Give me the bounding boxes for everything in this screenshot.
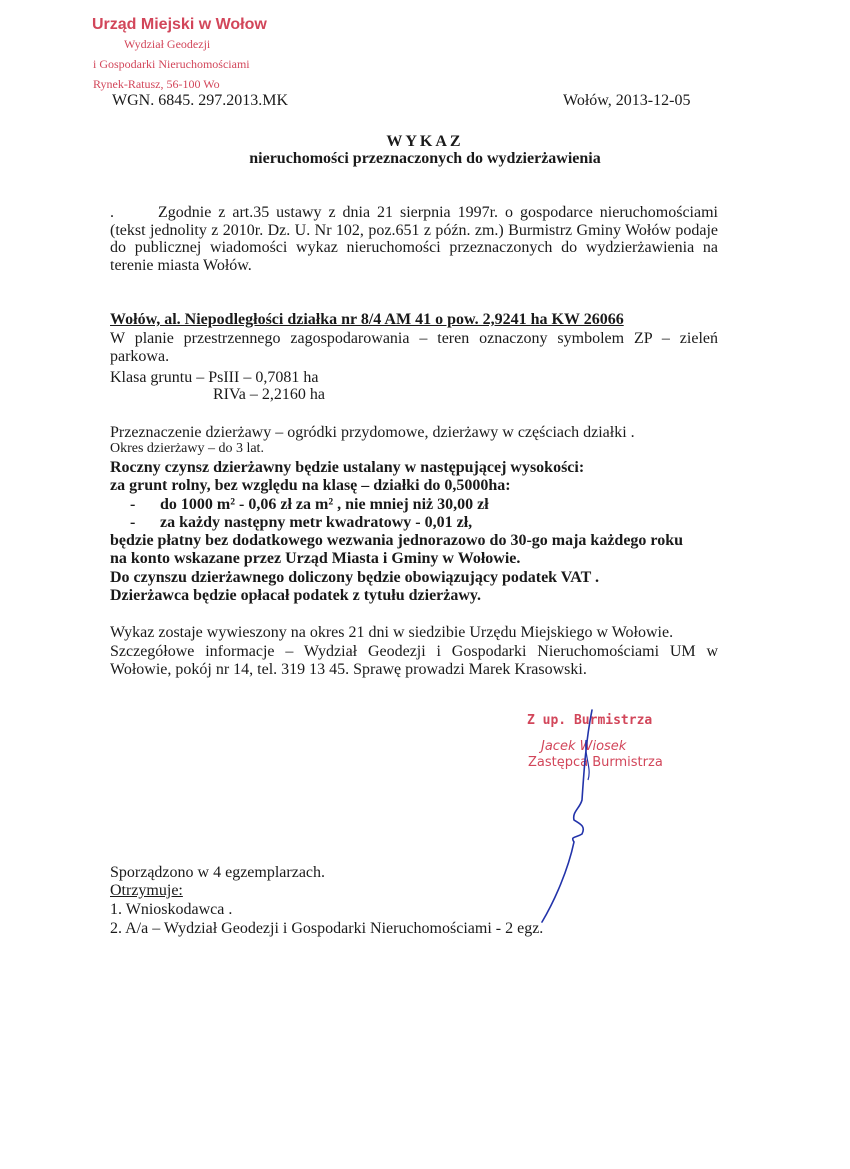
signature-authority: Z up. Burmistrza <box>527 713 653 728</box>
document-date: Wołów, 2013-12-05 <box>563 92 691 109</box>
zoning-plan: W planie przestrzennego zagospodarowania – teren oznaczony symbolem ZP – zieleń parkowa. <box>110 330 718 365</box>
stamp-office-name: Urząd Miejski w Wołow <box>92 16 267 33</box>
stamp-department: Wydział Geodezji <box>124 37 211 51</box>
intro-dot: . <box>110 204 114 221</box>
soil-class-label: Klasa gruntu – <box>110 369 209 386</box>
rent-item-1-text: do 1000 m² - 0,06 zł za m² , nie mniej niż 30,00 zł <box>160 496 489 513</box>
lease-term: Okres dzierżawy – do 3 lat. <box>110 441 264 456</box>
intro-text: Zgodnie z art.35 ustawy z dnia 21 sierpnia 1997r. o gospodarce nieruchomościami (tekst jednolity z 2010r. Dz. U. Nr 102, poz.651 z późn. zm.) Burmistrz Gminy Wołów podaje do publicznej wiadomości wykaz nieruchomości przeznaczonych do wydzierżawienia na terenie miasta Wołów. <box>110 204 718 274</box>
reference-number: WGN. 6845. 297.2013.MK <box>112 92 288 109</box>
document-subtitle: nieruchomości przeznaczonych do wydzierżawienia <box>249 150 601 167</box>
payment-line-1: będzie płatny bez dodatkowego wezwania jednorazowo do 30-go maja każdego roku <box>110 532 684 549</box>
copies-note: Sporządzono w 4 egzemplarzach. <box>110 864 326 881</box>
recipient-2: 2. A/a – Wydział Geodezji i Gospodarki Nieruchomościami - 2 egz. <box>110 920 544 937</box>
rent-item-1 <box>110 496 489 514</box>
rent-item-2 <box>110 514 472 532</box>
soil-class-2: RIVa – 2,2160 ha <box>213 386 325 403</box>
rent-basis: za grunt rolny, bez względu na klasę – działki do 0,5000ha: <box>110 477 511 494</box>
recipient-1: 1. Wnioskodawca . <box>110 901 233 918</box>
signature-position: Zastępca Burmistrza <box>528 755 663 770</box>
intro-paragraph <box>110 204 718 274</box>
bullet-dash: - <box>130 514 136 531</box>
parcel-heading: Wołów, al. Niepodległości działka nr 8/4 AM 41 o pow. 2,9241 ha KW 26066 <box>110 311 624 328</box>
document-title: WYKAZ <box>386 133 464 150</box>
rent-heading: Roczny czynsz dzierżawny będzie ustalany w następującej wysokości: <box>110 459 585 476</box>
stamp-address: Rynek-Ratusz, 56-100 Wo <box>93 77 220 91</box>
stamp-department-full: i Gospodarki Nieruchomościami <box>93 57 250 71</box>
signature-name: Jacek Wiosek <box>541 739 627 754</box>
soil-class-row-1 <box>110 369 318 387</box>
bullet-dash: - <box>130 496 136 513</box>
lease-purpose: Przeznaczenie dzierżawy – ogródki przydomowe, dzierżawy w częściach działki . <box>110 424 635 441</box>
vat-note: Do czynszu dzierżawnego doliczony będzie obowiązujący podatek VAT . <box>110 569 600 586</box>
tax-note: Dzierżawca będzie opłacał podatek z tytułu dzierżawy. <box>110 587 482 604</box>
payment-line-2: na konto wskazane przez Urząd Miasta i Gminy w Wołowie. <box>110 550 521 567</box>
rent-item-2-text: za każdy następny metr kwadratowy - 0,01 zł, <box>160 514 473 531</box>
handwritten-signature <box>500 700 640 930</box>
recipients-label: Otrzymuje: <box>110 882 183 899</box>
notice-line-1: Wykaz zostaje wywieszony na okres 21 dni w siedzibie Urzędu Miejskiego w Wołowie. <box>110 624 674 641</box>
soil-class-1: PsIII – 0,7081 ha <box>208 369 319 386</box>
notice-line-2: Szczegółowe informacje – Wydział Geodezji i Gospodarki Nieruchomościami UM w Wołowie, pokój nr 14, tel. 319 13 45. Sprawę prowadzi Marek Krasowski. <box>110 643 718 678</box>
